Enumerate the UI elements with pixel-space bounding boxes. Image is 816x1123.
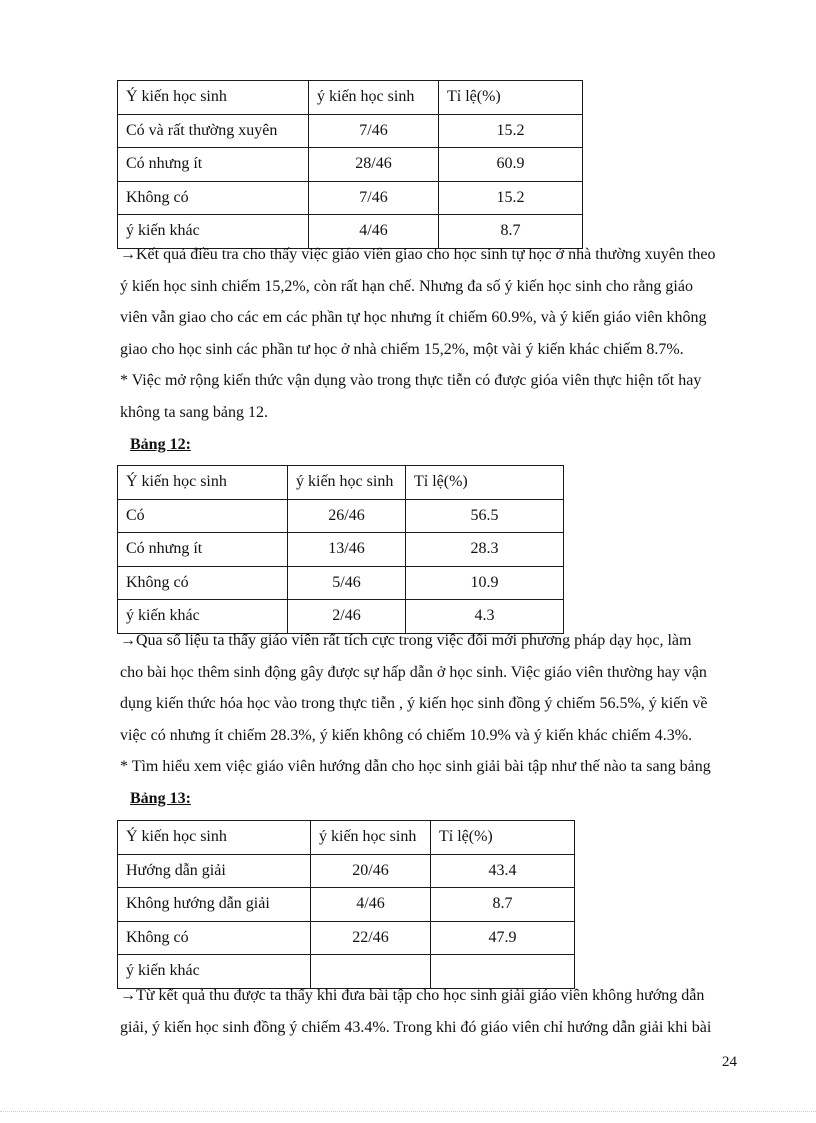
- table-cell: Không có: [118, 181, 309, 215]
- table-cell: 15.2: [439, 181, 583, 215]
- analysis-paragraph-1: [120, 239, 760, 428]
- table-cell: ý kiến khác: [118, 600, 288, 634]
- table-cell: 4/46: [309, 215, 439, 249]
- header-cell: Tỉ lệ(%): [431, 821, 575, 855]
- text-line: * Tìm hiểu xem việc giáo viên hướng dẫn cho học sinh giải bài tập như thế nào ta sang bảng: [120, 758, 711, 775]
- analysis-paragraph-2: [120, 625, 760, 783]
- table-cell: 7/46: [309, 181, 439, 215]
- table-row: [118, 533, 564, 567]
- table-cell: Hướng dẫn giải: [118, 854, 311, 888]
- table-cell: Có nhưng ít: [118, 533, 288, 567]
- table-row: [118, 566, 564, 600]
- table-cell: 28.3: [406, 533, 564, 567]
- table-cell: 28/46: [309, 148, 439, 182]
- table-row: [118, 148, 583, 182]
- table-cell: 26/46: [288, 499, 406, 533]
- table-row: [118, 854, 575, 888]
- table-cell: Có và rất thường xuyên: [118, 114, 309, 148]
- header-cell: ý kiến học sinh: [309, 81, 439, 115]
- table-header-row: [118, 81, 583, 115]
- text-line: giải, ý kiến học sinh đồng ý chiếm 43.4%. Trong khi đó giáo viên chỉ hướng dẫn giải khi bài: [120, 1018, 712, 1036]
- table-cell: ý kiến khác: [118, 955, 311, 989]
- table-cell: 15.2: [439, 114, 583, 148]
- table-row: [118, 888, 575, 922]
- table-cell: 5/46: [288, 566, 406, 600]
- text-line: →Từ kết quả thu được ta thấy khi đưa bài tập cho học sinh giải giáo viên không hướng dẫn: [120, 987, 705, 1004]
- table-cell: 56.5: [406, 499, 564, 533]
- table-cell: ý kiến khác: [118, 215, 309, 249]
- table-cell: 10.9: [406, 566, 564, 600]
- survey-table-12: [117, 465, 564, 634]
- table-cell: 2/46: [288, 600, 406, 634]
- table-12-caption: Bảng 12:: [130, 436, 191, 453]
- text-line: việc có nhưng ít chiếm 28.3%, ý kiến không có chiếm 10.9% và ý kiến khác chiếm 4.3%.: [120, 726, 693, 744]
- table-13-caption: Bảng 13:: [130, 790, 191, 807]
- table-cell: 60.9: [439, 148, 583, 182]
- text-line: →Kết quả điều tra cho thấy việc giáo viên giao cho học sinh tự học ở nhà thường xuyên theo: [120, 246, 716, 263]
- header-cell: ý kiến học sinh: [311, 821, 431, 855]
- text-line: ý kiến học sinh chiếm 15,2%, còn rất hạn chế. Nhưng đa số ý kiến học sinh cho rằng giáo: [120, 277, 693, 295]
- header-cell: Ý kiến học sinh: [118, 81, 309, 115]
- table-cell: Không có: [118, 921, 311, 955]
- header-cell: Tỉ lệ(%): [406, 466, 564, 500]
- text-line: giao cho học sinh các phần tư học ở nhà chiếm 15,2%, một vài ý kiến khác chiếm 8.7%.: [120, 340, 684, 358]
- table-cell: 8.7: [431, 888, 575, 922]
- table-row: [118, 181, 583, 215]
- table-cell: 4.3: [406, 600, 564, 634]
- table-cell: Có nhưng ít: [118, 148, 309, 182]
- analysis-paragraph-3: [120, 980, 760, 1043]
- table-cell: Có: [118, 499, 288, 533]
- text-line: * Việc mở rộng kiến thức vận dụng vào trong thực tiễn có được gióa viên thực hiện tốt hay: [120, 372, 702, 389]
- text-line: dụng kiến thức hóa học vào trong thực tiễn , ý kiến học sinh đồng ý chiếm 56.5%, ý kiến về: [120, 695, 708, 712]
- header-cell: Ý kiến học sinh: [118, 466, 288, 500]
- survey-table-13: [117, 820, 575, 989]
- table-cell: 20/46: [311, 854, 431, 888]
- text-line: →Qua số liệu ta thấy giáo viên rất tích cực trong việc đổi mới phương pháp dạy học, làm: [120, 632, 692, 649]
- survey-table-continued: [117, 80, 583, 249]
- table-header-row: [118, 821, 575, 855]
- table-row: [118, 114, 583, 148]
- text-line: không ta sang bảng 12.: [120, 403, 268, 421]
- table-cell: 22/46: [311, 921, 431, 955]
- table-cell: 4/46: [311, 888, 431, 922]
- page-number: 24: [722, 1054, 737, 1070]
- table-row: [118, 499, 564, 533]
- table-cell: 7/46: [309, 114, 439, 148]
- table-cell: 13/46: [288, 533, 406, 567]
- text-line: cho bài học thêm sinh động gây được sự hấp dẫn ở học sinh. Việc giáo viên thường hay vận: [120, 663, 707, 681]
- table-cell: Không có: [118, 566, 288, 600]
- header-cell: Ý kiến học sinh: [118, 821, 311, 855]
- text-line: viên vẫn giao cho các em các phần tự học nhưng ít chiếm 60.9%, và ý kiến giáo viên không: [120, 309, 707, 326]
- table-cell: 8.7: [439, 215, 583, 249]
- table-cell: 47.9: [431, 921, 575, 955]
- table-header-row: [118, 466, 564, 500]
- table-cell: Không hướng dẫn giải: [118, 888, 311, 922]
- page-break-divider: [0, 1111, 816, 1112]
- header-cell: Tỉ lệ(%): [439, 81, 583, 115]
- header-cell: ý kiến học sinh: [288, 466, 406, 500]
- table-cell: 43.4: [431, 854, 575, 888]
- table-row: [118, 921, 575, 955]
